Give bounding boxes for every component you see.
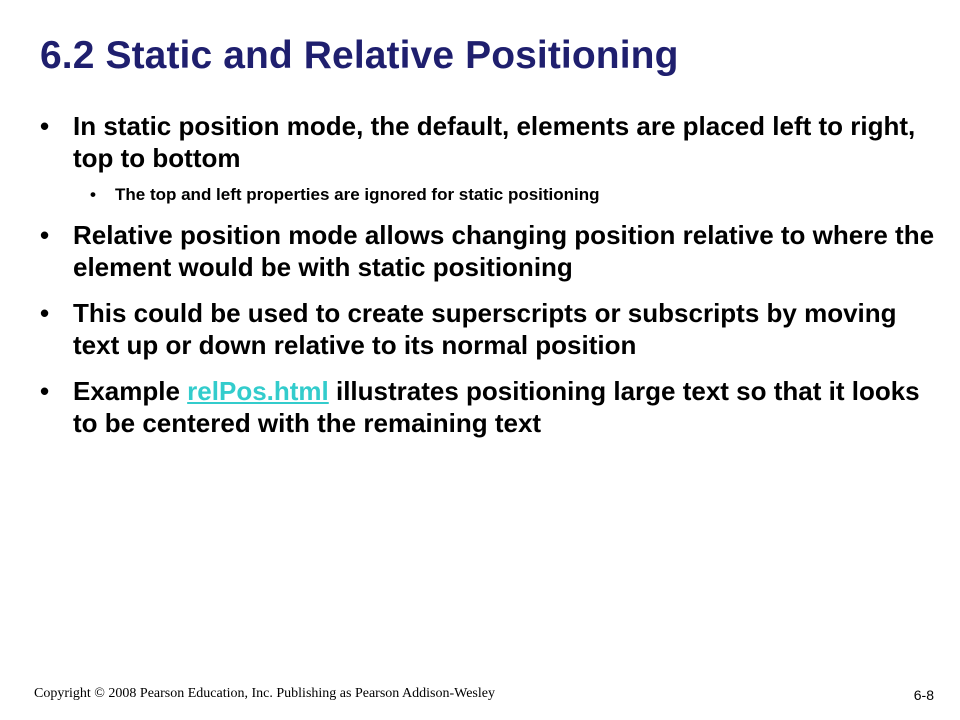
bullet-dot-icon: • (40, 376, 50, 406)
slide-title: 6.2 Static and Relative Positioning (40, 34, 679, 77)
bullet-item (40, 219, 945, 283)
bullet-item (40, 297, 945, 361)
bullet-text: In static position mode, the default, elements are placed left to right, top to bottom (73, 111, 916, 173)
bullet-list (40, 110, 945, 453)
bullet-text: This could be used to create superscripts or subscripts by moving text up or down relative to its normal position (73, 298, 897, 360)
bullet-text-suffix: illustrates positioning large text so that it looks to be centered with the remaining text (73, 376, 920, 438)
relpos-link[interactable]: relPos.html (187, 376, 329, 406)
sub-bullet-dot-icon: • (90, 185, 96, 204)
page-number: 6-8 (913, 687, 934, 703)
bullet-dot-icon: • (40, 220, 50, 250)
bullet-item (40, 375, 945, 439)
bullet-item (40, 110, 945, 174)
bullet-text: Relative position mode allows changing position relative to where the element would be with static positioning (73, 220, 935, 282)
bullet-dot-icon: • (40, 298, 50, 328)
bullet-text-prefix: Example (73, 376, 188, 406)
footer-copyright: Copyright © 2008 Pearson Education, Inc. Publishing as Pearson Addison-Wesley (34, 686, 495, 701)
sub-bullet-item (90, 184, 945, 206)
sub-bullet-text: The top and left properties are ignored for static positioning (115, 185, 600, 204)
bullet-dot-icon: • (40, 111, 50, 141)
